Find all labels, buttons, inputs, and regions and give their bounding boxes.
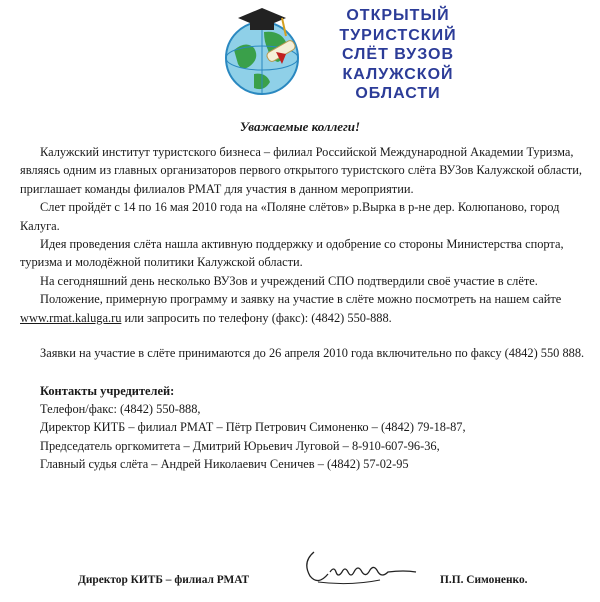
contacts-block	[40, 382, 580, 473]
signatory-name: П.П. Симоненко.	[440, 574, 528, 586]
logo-line: ОБЛАСТИ	[355, 85, 441, 102]
logo-line: ТУРИСТСКИЙ	[339, 26, 457, 44]
contact-line: Председатель оргкомитета – Дмитрий Юрьевич Луговой – 8-910-607-96-36,	[40, 438, 440, 453]
paragraph-text: или запросить по телефону (факс): (4842) 550-888.	[121, 310, 392, 325]
contact-line: Телефон/факс: (4842) 550-888,	[40, 402, 201, 417]
paragraph: Слет пройдёт с 14 по 16 мая 2010 года на «Поляне слётов» р.Вырка в р-не дер. Колюпаново, город Калуга.	[20, 200, 560, 233]
website-link[interactable]: www.rmat.kaluga.ru	[20, 310, 122, 325]
paragraph	[20, 290, 592, 327]
handwritten-signature	[300, 542, 420, 592]
paragraph: Идея проведения слёта нашла активную поддержку и одобрение со стороны Министерства спорта, туризма и молодёжной политики Калужской области.	[20, 237, 564, 270]
deadline-notice: Заявки на участие в слёте принимаются до 26 апреля 2010 года включительно по факсу (4842) 550 888.	[40, 346, 585, 360]
logo-title	[298, 6, 498, 104]
paragraph: Калужский институт туристского бизнеса – филиал Российской Международной Академии Туризма, являясь одним из главных организаторов первого открытого туристского слёта ВУЗов Калужской области, приглашает команды филиалов РМАТ для участия в данном мероприятии.	[20, 145, 583, 196]
contact-line: Главный судья слёта – Андрей Николаевич Сеничев – (4842) 57-02-95	[40, 456, 409, 471]
globe-with-graduation-cap-icon	[226, 8, 298, 94]
contacts-title: Контакты учредителей:	[40, 384, 175, 398]
logo-line: КАЛУЖСКОЙ	[342, 65, 454, 83]
letter-body	[20, 143, 592, 327]
logo-line: ОТКРЫТЫЙ	[346, 7, 450, 24]
contact-line: Директор КИТБ – филиал РМАТ – Пётр Петрович Симоненко – (4842) 79-18-87,	[40, 420, 466, 435]
logo-line: СЛЁТ ВУЗОВ	[341, 46, 454, 63]
signatory-role: Директор КИТБ – филиал РМАТ	[78, 574, 250, 586]
paragraph-text: Положение, примерную программу и заявку на участие в слёте можно посмотреть на нашем сайте	[40, 292, 562, 307]
paragraph: На сегодняшний день несколько ВУЗов и учреждений СПО подтвердили своё участие в слёте.	[40, 273, 538, 288]
greeting-heading: Уважаемые коллеги!	[239, 119, 361, 134]
